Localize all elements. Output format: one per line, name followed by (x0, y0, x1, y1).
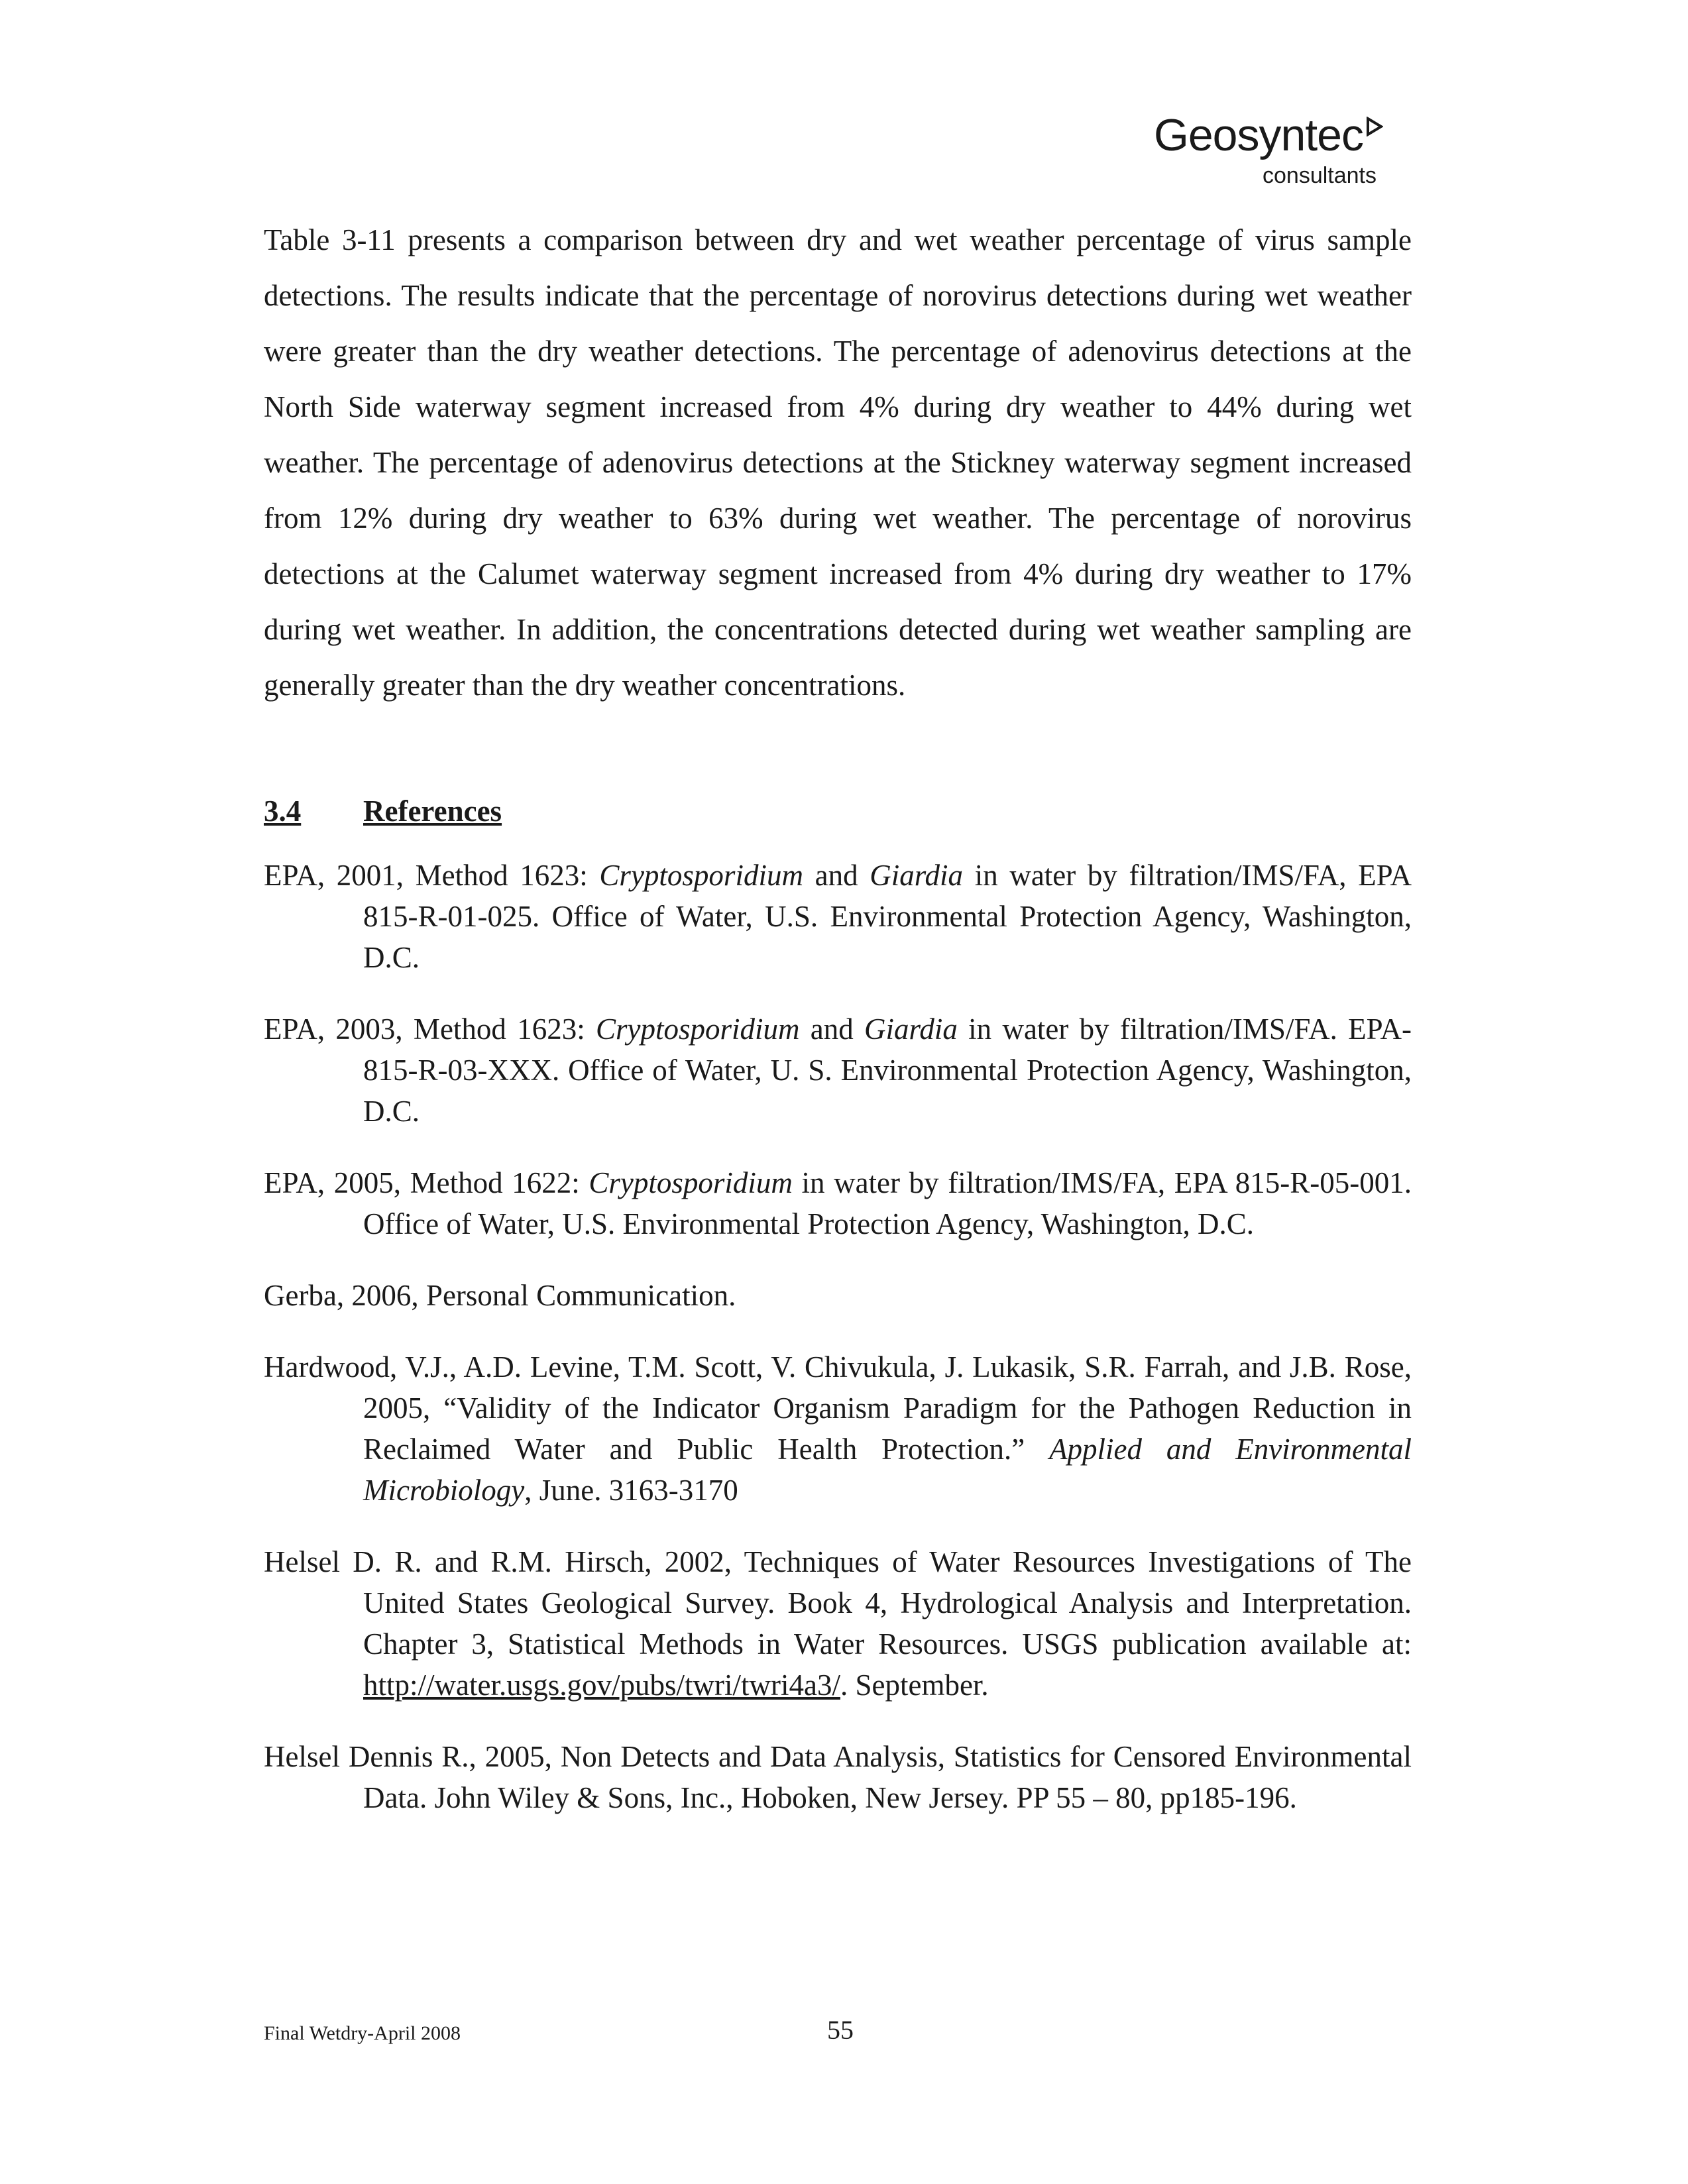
reference-item (264, 1346, 1412, 1511)
ref-text: Gerba, 2006, Personal Communication. (264, 1279, 736, 1312)
ref-text: and (803, 859, 870, 892)
ref-italic: Applied and Environmental Microbiology (363, 1433, 1412, 1507)
ref-text: EPA, 2003, Method 1623: (264, 1012, 596, 1046)
section-title: References (363, 794, 502, 828)
reference-item (264, 855, 1412, 978)
ref-italic: Giardia (864, 1012, 958, 1046)
usgs-link[interactable]: http://water.usgs.gov/pubs/twri/twri4a3/ (363, 1668, 840, 1702)
reference-item (264, 1736, 1412, 1818)
logo-triangle-icon (1366, 117, 1383, 136)
ref-italic: Cryptosporidium (589, 1166, 793, 1199)
ref-text: in water by filtration/IMS/FA, EPA 815-R-01-025. Office of Water, U.S. Environmental Protection Agency, Washington, D.C. (363, 859, 1412, 974)
ref-text: Helsel Dennis R., 2005, Non Detects and Data Analysis, Statistics for Censored Environmental Data. John Wiley & Sons, Inc., Hoboken, New Jersey. PP 55 – 80, pp185-196. (264, 1740, 1412, 1814)
ref-text: EPA, 2001, Method 1623: (264, 859, 600, 892)
company-logo (1153, 110, 1383, 189)
reference-item (264, 1275, 1412, 1316)
reference-item (264, 1541, 1412, 1706)
ref-italic: Cryptosporidium (599, 859, 803, 892)
logo-wordmark (1153, 110, 1383, 160)
footer-document-label: Final Wetdry-April 2008 (264, 2022, 461, 2044)
logo-subtitle: consultants (1263, 163, 1377, 188)
ref-italic: Giardia (870, 859, 964, 892)
section-heading (264, 792, 1412, 830)
ref-text: . September. (840, 1668, 989, 1702)
ref-text: EPA, 2005, Method 1622: (264, 1166, 589, 1199)
section-number: 3.4 (264, 794, 302, 828)
page-number: 55 (827, 2015, 854, 2045)
ref-text: in water by filtration/IMS/FA, EPA 815-R-05-001. Office of Water, U.S. Environmental Protection Agency, Washington, D.C. (363, 1166, 1412, 1240)
ref-text: and (799, 1012, 865, 1046)
reference-item (264, 1009, 1412, 1132)
reference-item (264, 1162, 1412, 1244)
ref-text: Hardwood, V.J., A.D. Levine, T.M. Scott, V. Chivukula, J. Lukasik, S.R. Farrah, and J.B. Rose, 2005, “Validity of the Indicator Organism Paradigm for the Pathogen Reduction in Reclaimed Water and Public Health Protection.” (264, 1350, 1412, 1466)
ref-italic: Cryptosporidium (595, 1012, 800, 1046)
page-content (264, 212, 1412, 1849)
ref-text: in water by filtration/IMS/FA. EPA-815-R-03-XXX. Office of Water, U. S. Environmental Protection Agency, Washington, D.C. (363, 1012, 1412, 1128)
logo-name: Geosyntec (1153, 110, 1363, 160)
ref-text: Helsel D. R. and R.M. Hirsch, 2002, Techniques of Water Resources Investigations of The United States Geological Survey. Book 4, Hydrological Analysis and Interpretation. Chapter 3, Statistical Methods in Water Resources. USGS publication available at: (264, 1545, 1412, 1661)
ref-text: , June. 3163-3170 (524, 1474, 738, 1507)
body-paragraph: Table 3-11 presents a comparison between dry and wet weather percentage of virus sample detections. The results indicate that the percentage of norovirus detections during wet weather were greater than the dry weather detections. The percentage of adenovirus detections at the North Side waterway segment increased from 4% during dry weather to 44% during wet weather. The percentage of adenovirus detections at the Stickney waterway segment increased from 12% during dry weather to 63% during wet weather. The percentage of norovirus detections at the Calumet waterway segment increased from 4% during dry weather to 17% during wet weather. In addition, the concentrations detected during wet weather sampling are generally greater than the dry weather concentrations. (264, 223, 1412, 702)
